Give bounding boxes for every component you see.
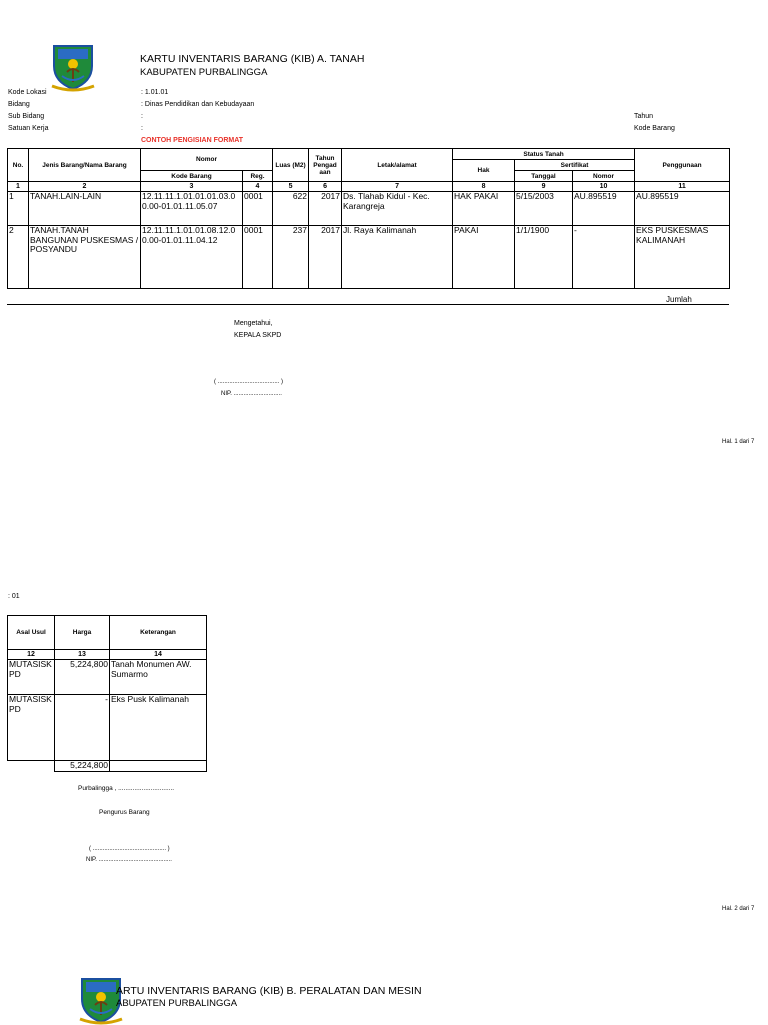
cell-asal-usul: MUTASISK PD — [8, 695, 55, 761]
header-asal-usul: Asal Usul — [8, 616, 55, 650]
pengurus-barang-label: Pengurus Barang — [99, 809, 150, 816]
table-row — [8, 192, 730, 226]
header-penggunaan: Penggunaan — [635, 149, 730, 182]
page-number: Hal. 2 dari 7 — [722, 906, 755, 912]
cell-jenis: TANAH.LAIN-LAIN — [29, 192, 141, 226]
header-no: No. — [8, 149, 29, 182]
col-number: 11 — [635, 182, 730, 192]
col-number: 1 — [8, 182, 29, 192]
col-number: 8 — [453, 182, 515, 192]
cell-tahun: 2017 — [309, 192, 342, 226]
table-row — [8, 226, 730, 289]
meta-label-tahun: Tahun — [634, 113, 654, 120]
table-row — [8, 695, 207, 761]
cell-nomor: AU.895519 — [573, 192, 635, 226]
header-tanggal: Tanggal — [515, 171, 573, 182]
header-keterangan: Keterangan — [110, 616, 207, 650]
col-number: 5 — [273, 182, 309, 192]
example-note: CONTOH PENGISIAN FORMAT — [141, 137, 244, 144]
cell-tahun: 2017 — [309, 226, 342, 289]
doc-title: ARTU INVENTARIS BARANG (KIB) B. PERALATAN DAN MESIN — [116, 985, 422, 997]
cell-penggunaan: AU.895519 — [635, 192, 730, 226]
header-jenis: Jenis Barang/Nama Barang — [29, 149, 141, 182]
header-kode-barang: Kode Barang — [141, 171, 243, 182]
meta-value-kode-lokasi: : 1.01.01 — [141, 89, 169, 96]
cell-kode-barang: 12.11.11.1.01.01.08.12.0 0.00-01.01.11.04.12 — [141, 226, 243, 289]
col-number: 3 — [141, 182, 243, 192]
cell-luas: 622 — [273, 192, 309, 226]
meta-label-kode-barang: Kode Barang — [634, 125, 675, 132]
total-row — [8, 761, 207, 772]
meta-label-bidang: Bidang — [8, 101, 30, 108]
divider — [7, 304, 729, 305]
inventory-table — [7, 148, 730, 289]
doc-title: KARTU INVENTARIS BARANG (KIB) A. TANAH — [140, 53, 365, 65]
table-row — [8, 660, 207, 695]
nip-line: NIP. ............................................ — [86, 857, 172, 863]
cell-asal-usul: MUTASISK PD — [8, 660, 55, 695]
meta-label-sub-bidang: Sub Bidang — [8, 113, 45, 120]
cell-tanggal: 1/1/1900 — [515, 226, 573, 289]
cell-harga: 5,224,800 — [55, 660, 110, 695]
meta-label-kode-lokasi: Kode Lokasi — [8, 89, 47, 96]
header-harga: Harga — [55, 616, 110, 650]
cell-luas: 237 — [273, 226, 309, 289]
cell-keterangan: Eks Pusk Kalimanah — [110, 695, 207, 761]
cell-no: 2 — [8, 226, 29, 289]
location-code: : 01 — [8, 593, 20, 600]
col-number: 4 — [243, 182, 273, 192]
cell-nomor: - — [573, 226, 635, 289]
doc-subtitle: KABUPATEN PURBALINGGA — [140, 67, 268, 78]
col-number: 13 — [55, 650, 110, 660]
cell-no: 1 — [8, 192, 29, 226]
meta-value-sub-bidang: : — [141, 113, 143, 120]
header-sertifikat: Sertifikat — [515, 160, 635, 171]
jumlah-label: Jumlah — [666, 295, 692, 304]
meta-value-bidang: : Dinas Pendidikan dan Kebudayaan — [141, 101, 255, 108]
cell-letak: Ds. Tlahab Kidul - Kec. Karangreja — [342, 192, 453, 226]
col-number: 12 — [8, 650, 55, 660]
cell-hak: PAKAI — [453, 226, 515, 289]
cell-reg: 0001 — [243, 192, 273, 226]
col-number: 2 — [29, 182, 141, 192]
inventory-table-continued — [7, 615, 207, 772]
header-tahun: Tahun Pengad aan — [309, 149, 342, 182]
cell-tanggal: 5/15/2003 — [515, 192, 573, 226]
cell-jenis: TANAH.TANAH BANGUNAN PUSKESMAS / POSYANDU — [29, 226, 141, 289]
cell-harga: - — [55, 695, 110, 761]
meta-value-satuan-kerja: : — [141, 125, 143, 132]
header-luas: Luas (M2) — [273, 149, 309, 182]
header-nomor: Nomor — [141, 149, 273, 171]
cell-penggunaan: EKS PUSKESMAS KALIMANAH — [635, 226, 730, 289]
meta-label-satuan-kerja: Satuan Kerja — [8, 125, 49, 132]
doc-subtitle: ABUPATEN PURBALINGGA — [116, 998, 238, 1009]
nip-line: NIP. ............................. — [221, 391, 282, 397]
kepala-skpd-label: KEPALA SKPD — [234, 332, 282, 339]
cell-keterangan: Tanah Monumen AW. Sumarmo — [110, 660, 207, 695]
col-number: 6 — [309, 182, 342, 192]
header-letak: Letak/alamat — [342, 149, 453, 182]
col-number: 7 — [342, 182, 453, 192]
header-hak: Hak — [453, 160, 515, 182]
cell-reg: 0001 — [243, 226, 273, 289]
header-reg: Reg. — [243, 171, 273, 182]
header-status-tanah: Status Tanah — [453, 149, 635, 160]
col-number: 9 — [515, 182, 573, 192]
col-number: 14 — [110, 650, 207, 660]
place-date-line: Purbalingga , ............................... — [78, 785, 175, 792]
cell-letak: Jl. Raya Kalimanah — [342, 226, 453, 289]
purbalingga-emblem — [48, 42, 98, 92]
page-number: Hal. 1 dari 7 — [722, 439, 755, 445]
signature-line: ( ............................................ ) — [89, 846, 170, 852]
cell-total-harga: 5,224,800 — [55, 761, 110, 772]
mengetahui-label: Mengetahui, — [234, 320, 273, 327]
header-nomor-sertifikat: Nomor — [573, 171, 635, 182]
col-number: 10 — [573, 182, 635, 192]
signature-line: ( ..................................... ) — [214, 379, 284, 385]
cell-kode-barang: 12.11.11.1.01.01.01.03.0 0.00-01.01.11.05.07 — [141, 192, 243, 226]
cell-hak: HAK PAKAI — [453, 192, 515, 226]
